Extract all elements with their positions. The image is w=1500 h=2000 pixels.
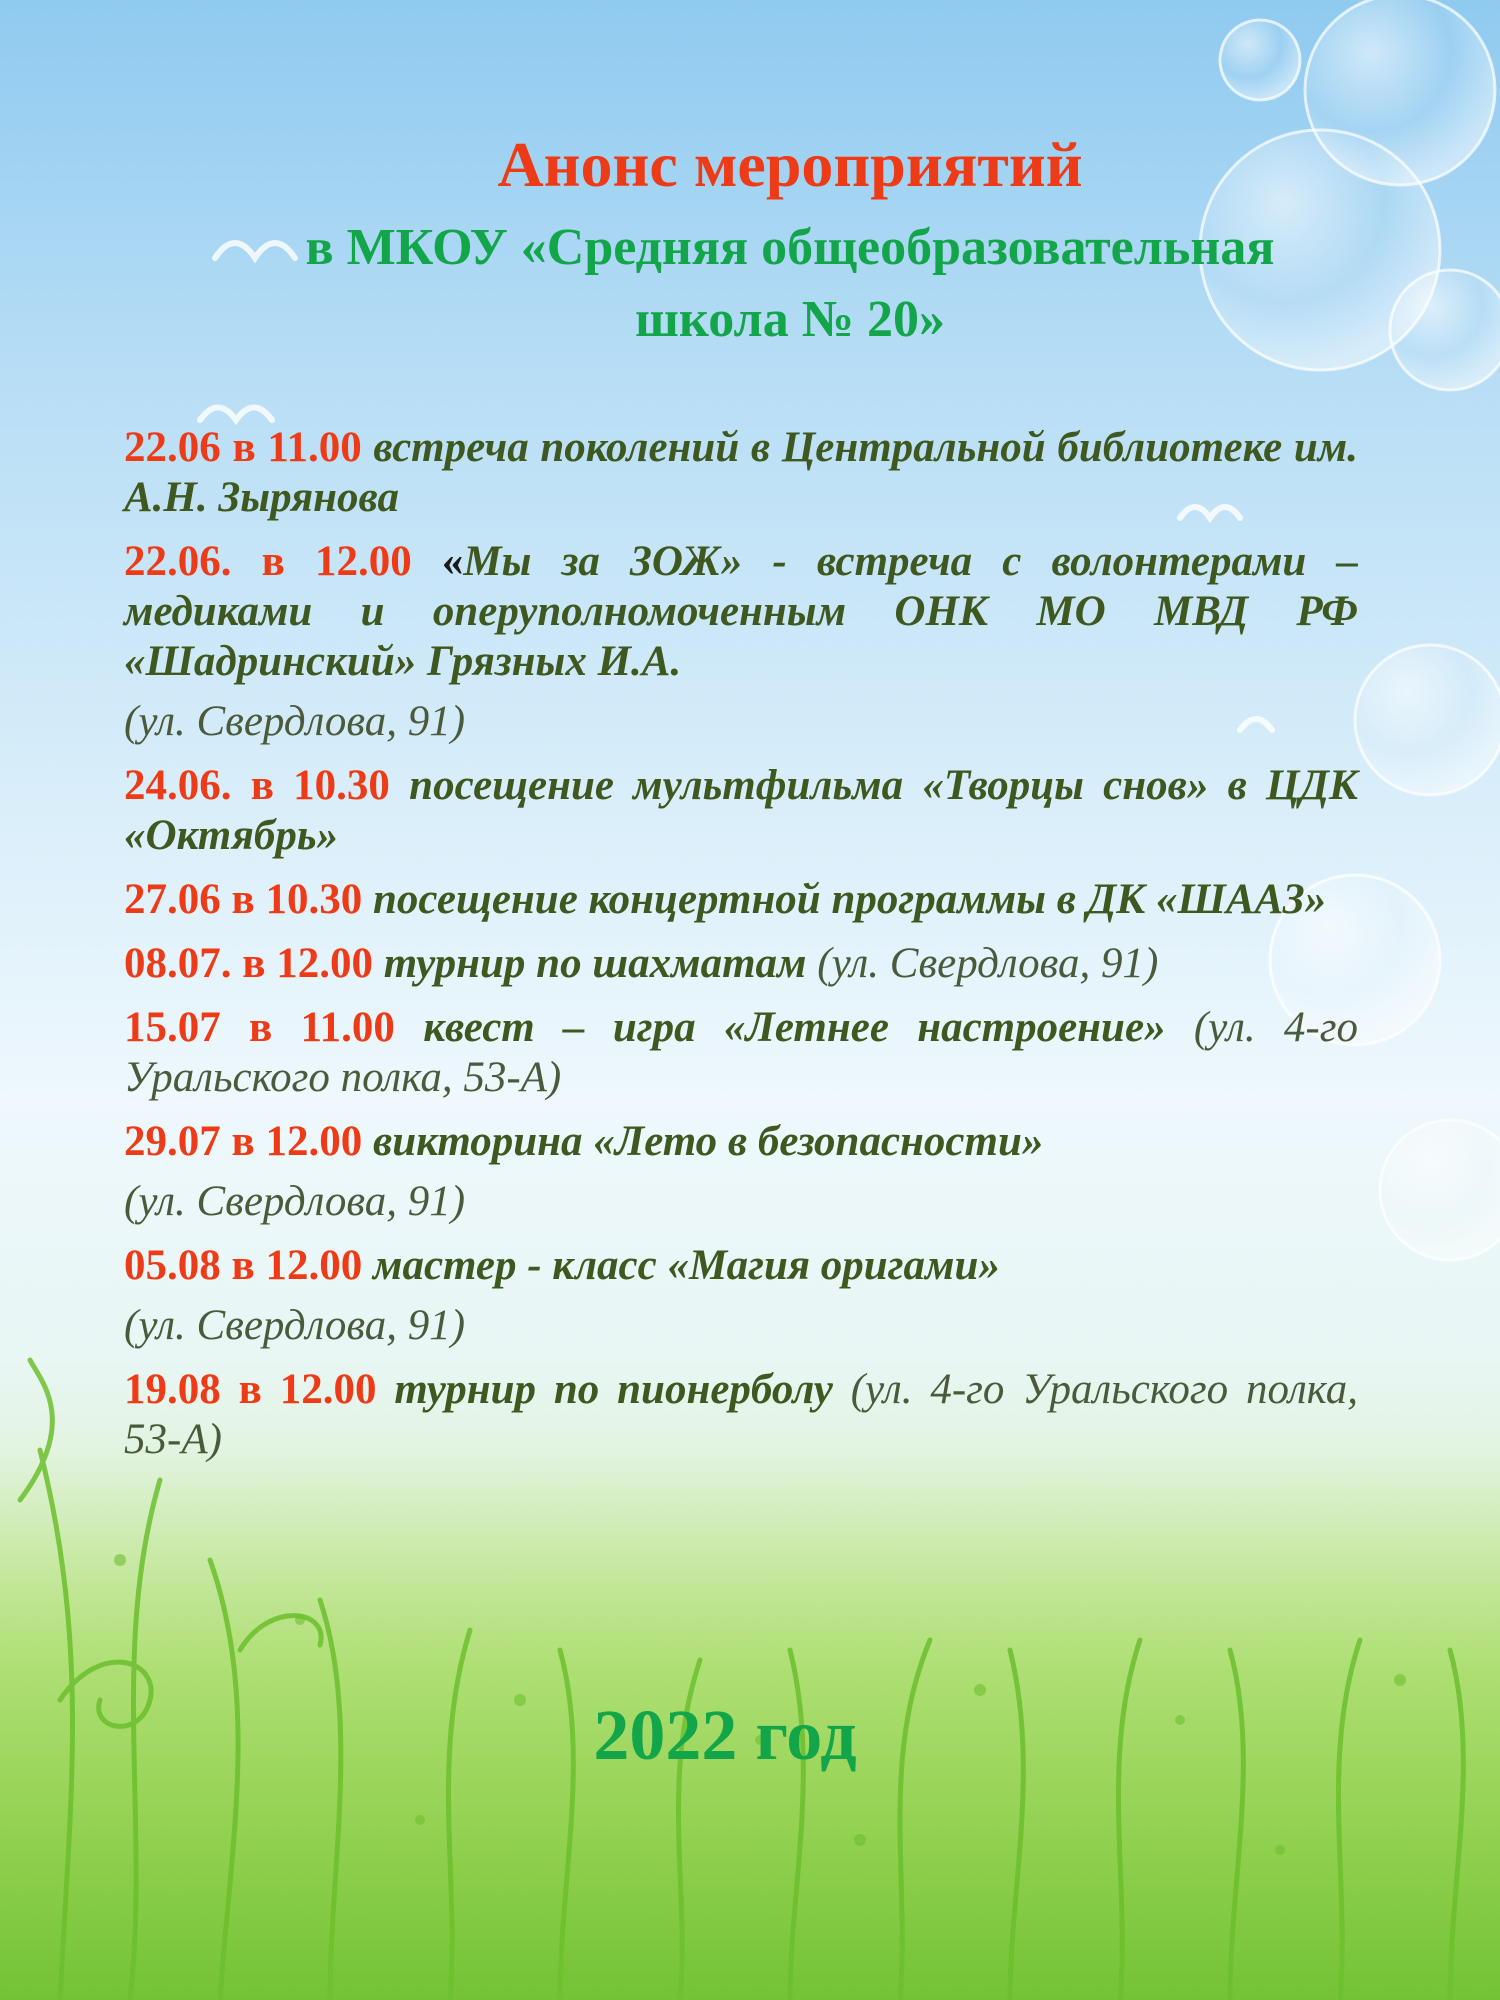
event-date: 08.07. в 12.00 xyxy=(124,940,373,987)
page-title: Анонс мероприятий xyxy=(497,129,1083,200)
subtitle-line-1: в МКОУ «Средняя общеобразовательная xyxy=(305,219,1275,276)
event-item xyxy=(124,1241,1358,1291)
page-subtitle xyxy=(200,212,1380,356)
event-description: встреча поколений в Центральной библиотеке им. А.Н. Зырянова xyxy=(124,424,1358,521)
event-description: турнир по пионерболу xyxy=(376,1366,851,1413)
event-date: 22.06. в 12.00 xyxy=(124,538,412,585)
event-date: 05.08 в 12.00 xyxy=(124,1242,363,1289)
event-item xyxy=(124,423,1358,523)
event-date: 29.07 в 12.00 xyxy=(124,1118,363,1165)
event-description: квест – игра «Летнее настроение» xyxy=(394,1004,1194,1051)
event-quote-mark: « xyxy=(411,538,464,585)
event-address: (ул. 4-го Уральского полка, 53-А) xyxy=(124,1004,1358,1101)
event-address: (ул. Свердлова, 91) xyxy=(817,940,1159,987)
event-description: посещение концертной программы в ДК «ШААЗ» xyxy=(362,876,1327,923)
event-description: мастер - класс «Магия оригами» xyxy=(362,1242,1000,1289)
event-description: викторина «Лето в безопасности» xyxy=(362,1118,1044,1165)
subtitle-line-2: школа № 20» xyxy=(635,291,945,348)
event-date: 22.06 в 11.00 xyxy=(124,424,362,471)
event-address: (ул. Свердлова, 91) xyxy=(124,1178,466,1225)
event-item xyxy=(124,761,1358,861)
event-address: (ул. Свердлова, 91) xyxy=(124,1302,466,1349)
event-date: 19.08 в 12.00 xyxy=(124,1366,377,1413)
event-item xyxy=(124,875,1358,925)
event-address: (ул. 4-го Уральского полка, 53-А) xyxy=(124,1366,1358,1463)
event-item xyxy=(124,939,1358,989)
event-item xyxy=(124,1365,1358,1465)
event-item xyxy=(124,537,1358,687)
event-date: 27.06 в 10.30 xyxy=(124,876,363,923)
event-item xyxy=(124,1003,1358,1103)
event-item xyxy=(124,1117,1358,1167)
year-label: 2022 год xyxy=(593,1695,857,1775)
event-description: посещение мультфильма «Творцы снов» в ЦДК «Октябрь» xyxy=(124,762,1358,859)
event-description: турнир по шахматам xyxy=(372,940,818,987)
event-date: 24.06. в 10.30 xyxy=(124,762,390,809)
events-list xyxy=(124,423,1358,1479)
event-address: (ул. Свердлова, 91) xyxy=(124,698,466,745)
event-date: 15.07 в 11.00 xyxy=(124,1004,395,1051)
event-description: Мы за ЗОЖ» - встреча с волонтерами – медиками и оперуполномоченным ОНК МО МВД РФ «Шадринский» Грязных И.А. xyxy=(124,538,1358,685)
